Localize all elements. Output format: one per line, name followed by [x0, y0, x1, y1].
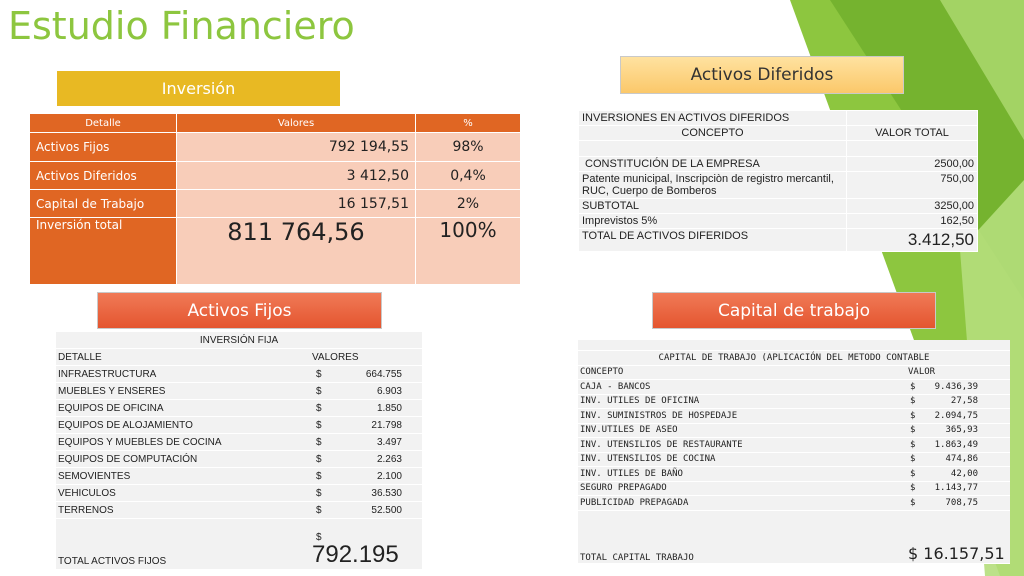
table-row	[578, 452, 1010, 467]
col-detalle: Detalle	[30, 114, 176, 132]
row-concepto: CAJA - BANCOS	[578, 380, 906, 395]
row-valor: 52.500	[371, 504, 402, 516]
table-row	[579, 214, 978, 229]
row-valor: 2.263	[376, 453, 402, 465]
row-detalle: EQUIPOS Y MUEBLES DE COCINA	[56, 434, 310, 451]
row-valor-cell	[906, 423, 1010, 438]
currency-symbol: $	[316, 453, 322, 465]
table-row	[578, 467, 1010, 482]
activos-fijos-table	[56, 332, 422, 570]
row-valor-cell	[310, 383, 422, 400]
row-valor: 3.497	[376, 436, 402, 448]
inversion-table	[29, 113, 521, 285]
total-valor: 792.195	[312, 541, 399, 568]
row-valor: 1.850	[376, 402, 402, 414]
row-valor: 27,58	[950, 396, 978, 407]
row-pct: 98%	[416, 133, 520, 161]
currency-symbol: $	[316, 368, 322, 380]
currency-symbol: $	[910, 497, 916, 508]
empty-cell	[578, 340, 1010, 351]
total-valor: 3.412,50	[847, 229, 978, 252]
row-concepto: INV. UTENSILIOS DE COCINA	[578, 452, 906, 467]
row-concepto: INV. UTILES DE BAÑO	[578, 467, 906, 482]
row-valor: 162,50	[847, 214, 978, 229]
row-valor-cell	[906, 409, 1010, 424]
empty-cell	[579, 141, 847, 157]
total-concepto: TOTAL CAPITAL TRABAJO	[578, 510, 906, 563]
row-valor-cell	[310, 400, 422, 417]
table-row	[56, 502, 422, 519]
row-detalle: SEMOVIENTES	[56, 468, 310, 485]
row-valor: 36.530	[371, 487, 402, 499]
total-valor: 811 764,56	[177, 218, 415, 284]
row-concepto: INV.UTILES DE ASEO	[578, 423, 906, 438]
col-detalle: DETALLE	[56, 349, 310, 366]
row-valor-cell	[310, 502, 422, 519]
row-concepto: Patente municipal, Inscripciòn de registro mercantil, RUC, Cuerpo de Bomberos	[579, 172, 847, 199]
table-row	[56, 383, 422, 400]
currency-symbol: $	[316, 504, 322, 516]
total-concepto: TOTAL DE ACTIVOS DIFERIDOS	[579, 229, 847, 252]
table-row	[578, 481, 1010, 496]
table-total-row	[579, 229, 978, 252]
table-row	[578, 423, 1010, 438]
table-row	[578, 394, 1010, 409]
banner-activos-diferidos: Activos Diferidos	[620, 56, 904, 94]
row-valor-cell	[310, 485, 422, 502]
row-concepto: INV. UTENSILIOS DE RESTAURANTE	[578, 438, 906, 453]
table-total-row	[578, 510, 1010, 563]
row-detalle: VEHICULOS	[56, 485, 310, 502]
row-valor: 664.755	[365, 368, 402, 380]
total-detalle: Inversión total	[30, 218, 176, 284]
total-pct: 100%	[416, 218, 520, 284]
table-row	[578, 380, 1010, 395]
row-valor: 16 157,51	[177, 190, 415, 217]
currency-symbol: $	[910, 468, 916, 479]
row-detalle: EQUIPOS DE OFICINA	[56, 400, 310, 417]
table-row	[56, 400, 422, 417]
row-valor-cell	[310, 451, 422, 468]
row-valor: 750,00	[847, 172, 978, 199]
table-row	[56, 485, 422, 502]
row-detalle: Capital de Trabajo	[30, 190, 176, 217]
empty-cell	[847, 141, 978, 157]
row-valor-cell	[906, 438, 1010, 453]
table-row	[56, 417, 422, 434]
empty-cell	[847, 111, 978, 126]
row-pct: 0,4%	[416, 162, 520, 189]
table-row	[579, 199, 978, 214]
spacer-row	[578, 340, 1010, 351]
header-row	[579, 126, 978, 141]
heading-row	[579, 111, 978, 126]
row-concepto: SEGURO PREPAGADO	[578, 481, 906, 496]
banner-activos-fijos: Activos Fijos	[97, 292, 382, 329]
row-valor: 21.798	[371, 419, 402, 431]
row-valor-cell	[310, 434, 422, 451]
row-valor-cell	[310, 366, 422, 383]
header-row	[56, 349, 422, 366]
col-valores: VALORES	[310, 349, 422, 366]
row-valor-cell	[906, 394, 1010, 409]
currency-symbol: $	[316, 385, 322, 397]
row-valor-cell	[906, 380, 1010, 395]
row-valor: 1.143,77	[934, 483, 978, 494]
row-concepto: Imprevistos 5%	[579, 214, 847, 229]
row-detalle: MUEBLES Y ENSERES	[56, 383, 310, 400]
currency-symbol: $	[910, 483, 916, 494]
row-pct: 2%	[416, 190, 520, 217]
page-title: Estudio Financiero	[8, 4, 355, 48]
table-row	[56, 366, 422, 383]
currency-symbol: $	[910, 425, 916, 436]
capital-heading: CAPITAL DE TRABAJO (APLICACIÓN DEL METODO CONTABLE	[578, 351, 1010, 366]
table-total-row	[56, 519, 422, 570]
row-valor: 1.863,49	[934, 439, 978, 450]
activos-diferidos-table	[578, 110, 978, 252]
table-row	[30, 190, 520, 217]
capital-trabajo-table	[578, 340, 1010, 564]
row-detalle: Activos Diferidos	[30, 162, 176, 189]
currency-symbol: $	[316, 419, 322, 431]
currency-symbol: $	[910, 439, 916, 450]
currency-symbol: $	[316, 487, 322, 499]
table-row	[30, 133, 520, 161]
row-valor: 792 194,55	[177, 133, 415, 161]
heading-row	[578, 351, 1010, 366]
row-concepto: INV. UTILES DE OFICINA	[578, 394, 906, 409]
row-detalle: TERRENOS	[56, 502, 310, 519]
fijos-heading: INVERSIÓN FIJA	[56, 332, 422, 349]
row-valor: 708,75	[945, 497, 978, 508]
row-concepto: PUBLICIDAD PREPAGADA	[578, 496, 906, 511]
row-concepto: SUBTOTAL	[579, 199, 847, 214]
total-currency: $	[316, 532, 322, 543]
col-concepto: CONCEPTO	[578, 365, 906, 380]
diferidos-heading: INVERSIONES EN ACTIVOS DIFERIDOS	[579, 111, 847, 126]
table-row	[579, 157, 978, 172]
total-detalle: TOTAL ACTIVOS FIJOS	[56, 519, 310, 570]
heading-row	[56, 332, 422, 349]
table-total-row	[30, 218, 520, 284]
currency-symbol: $	[910, 396, 916, 407]
currency-symbol: $	[910, 454, 916, 465]
total-cell	[310, 519, 422, 570]
row-valor: 3250,00	[847, 199, 978, 214]
table-row	[56, 468, 422, 485]
row-valor: 42,00	[950, 468, 978, 479]
table-row	[578, 409, 1010, 424]
row-valor-cell	[906, 481, 1010, 496]
row-valor: 2.100	[376, 470, 402, 482]
row-valor: 6.903	[376, 385, 402, 397]
banner-inversion: Inversión	[57, 71, 340, 106]
row-concepto: CONSTITUCIÓN DE LA EMPRESA	[579, 157, 847, 172]
table-row	[579, 172, 978, 199]
row-concepto: INV. SUMINISTROS DE HOSPEDAJE	[578, 409, 906, 424]
header-row	[578, 365, 1010, 380]
fijos-rows	[56, 366, 422, 519]
col-concepto: CONCEPTO	[579, 126, 847, 141]
table-row	[578, 438, 1010, 453]
row-valor-cell	[906, 452, 1010, 467]
row-valor-cell	[310, 468, 422, 485]
row-valor: 365,93	[945, 425, 978, 436]
row-valor: 3 412,50	[177, 162, 415, 189]
row-valor-cell	[310, 417, 422, 434]
capital-rows	[578, 380, 1010, 511]
row-valor: 2500,00	[847, 157, 978, 172]
row-detalle: EQUIPOS DE ALOJAMIENTO	[56, 417, 310, 434]
table-row	[56, 451, 422, 468]
currency-symbol: $	[316, 402, 322, 414]
currency-symbol: $	[910, 410, 916, 421]
col-valores: Valores	[177, 114, 415, 132]
spacer-row	[579, 141, 978, 157]
row-valor: 474,86	[945, 454, 978, 465]
col-valor: VALOR	[906, 365, 1010, 380]
col-valor-total: VALOR TOTAL	[847, 126, 978, 141]
currency-symbol: $	[316, 470, 322, 482]
row-valor: 9.436,39	[934, 381, 978, 392]
col-pct: %	[416, 114, 520, 132]
row-detalle: Activos Fijos	[30, 133, 176, 161]
total-valor: $ 16.157,51	[906, 510, 1010, 563]
row-valor: 2.094,75	[934, 410, 978, 421]
currency-symbol: $	[316, 436, 322, 448]
table-row	[30, 162, 520, 189]
row-detalle: EQUIPOS DE COMPUTACIÓN	[56, 451, 310, 468]
currency-symbol: $	[910, 381, 916, 392]
table-header-row	[30, 114, 520, 132]
banner-capital-trabajo: Capital de trabajo	[652, 292, 936, 329]
row-valor-cell	[906, 496, 1010, 511]
table-row	[56, 434, 422, 451]
table-row	[578, 496, 1010, 511]
row-valor-cell	[906, 467, 1010, 482]
row-detalle: INFRAESTRUCTURA	[56, 366, 310, 383]
